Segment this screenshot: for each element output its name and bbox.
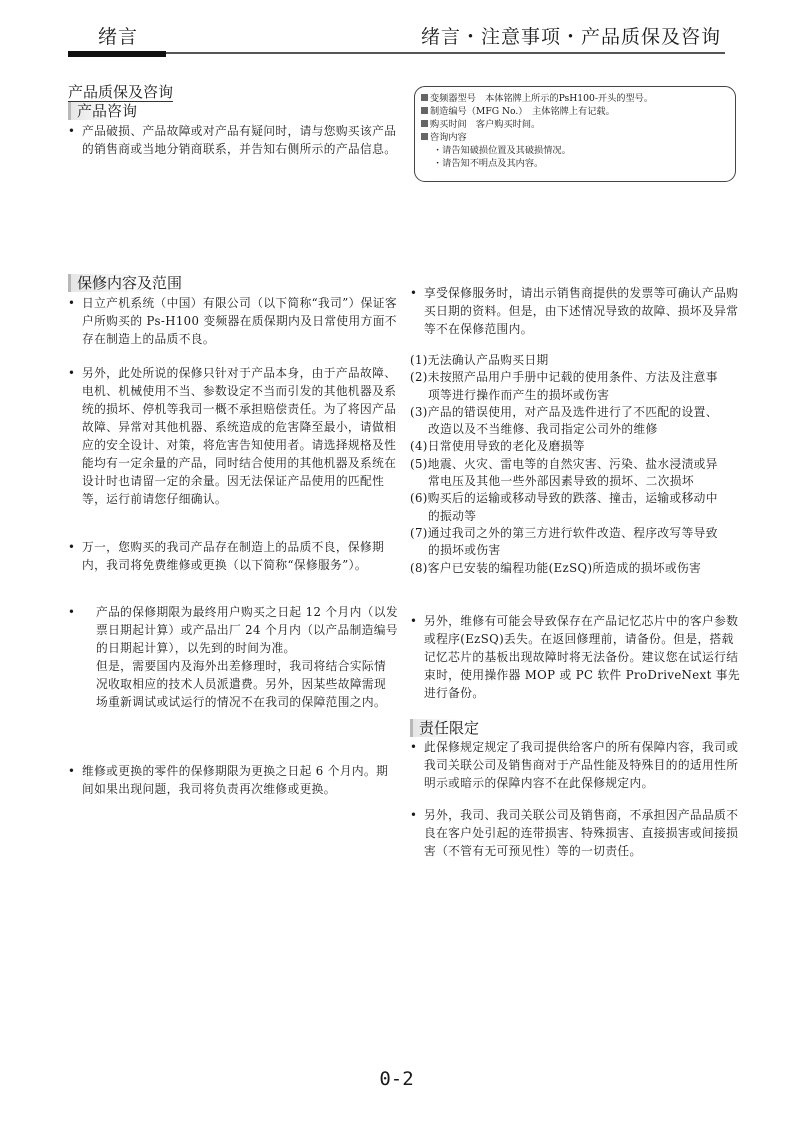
right-bullet-backup: • 另外，维修有可能会导致保存在产品记忆芯片中的客户参数或程序(EzSQ)丢失。在返回修理前，请备份。但是，搭载记忆芯片的基板出现故障时将无法备份。建议您在试运行结束时，使用操作器 MOP 或 PC 软件 ProDriveNext 事先进行备份。 [410,612,740,702]
warranty-bullet-5: • 维修或更换的零件的保修期限为更换之日起 6 个月内。期间如果出现问题，我司将负责再次维修或更换。 [68,762,398,798]
list-item: (2)未按照产品用户手册中记载的使用条件、方法及注意事项等进行操作而产生的损坏或伤害 [410,370,718,402]
liability-bullet-2: • 另外，我司、我司关联公司及销售商，不承担因产品品质不良在客户处引起的连带损害、特殊损害、直接损害或间接损害（不管有无可预见性）等的一切责任。 [410,806,740,860]
exclusion-list [410,352,728,577]
consult-bullet-text: • 产品破损、产品故障或对产品有疑问时，请与您购买该产品的销售商或当地分销商联系，并告知右侧所示的产品信息。 [82,124,397,156]
subtitle-product-consult: 产品咨询 [68,102,137,120]
warranty-bullet-3: • 万一，您购买的我司产品存在制造上的品质不良，保修期内，我司将免费维修或更换（以下简称“保修服务”）。 [68,538,398,574]
square-bullet-icon [421,107,428,114]
info-item-inquiry: 咨询内容 [421,131,729,144]
liability-bullet-1: • 此保修规定规定了我司提供给客户的所有保障内容，我司或我司关联公司及销售商对于产品性能及特殊目的的适用性所明示或暗示的保障内容不在此保修规定内。 [410,738,740,792]
list-item: (3)产品的错误使用，对产品及选件进行了不匹配的设置、改造以及不当维修、我司指定公司外的维修 [410,404,718,437]
warranty-bullet-2: • 另外，此处所说的保修只针对于产品本身，由于产品故障、电机、机械使用不当、参数设定不当而引发的其他机器及系统的损坏、停机等我司一概不承担赔偿责任。为了将因产品故障、异常对其他机器、系统造成的危害降至最小，请做相应的安全设计、对策，将危害告知使用者。请选择规格及性能均有一定余量的产品，同时结合使用的其他机器及系统在设计时也请留一定的余量。因无法保证产品使用的匹配性等，运行前请您仔细确认。 [68,364,398,508]
right-bullet-service: • 享受保修服务时，请出示销售商提供的发票等可确认产品购买日期的资料。但是，由下述情况导致的故障、损坏及异常等不在保修范围内。 [410,284,740,338]
square-bullet-icon [421,120,428,127]
square-bullet-icon [421,94,428,101]
consult-bullet [68,122,398,158]
list-item: (6)购买后的运输或移动导致的跌落、撞击，运输或移动中的振动等 [410,491,718,523]
info-item-purchase-date: 购买时间 客户购买时间。 [421,118,729,131]
list-item: (4)日常使用导致的老化及磨损等 [410,439,585,454]
list-item: (7)通过我司之外的第三方进行软件改造、程序改写等导致的损坏或伤害 [410,525,718,558]
header-rule [68,52,725,54]
list-item: (1)无法确认产品购买日期 [410,353,549,367]
subtitle-warranty-scope: 保修内容及范围 [68,274,182,292]
header-chapter-title: 绪言・注意事项・产品质保及咨询 [420,26,721,48]
warranty-bullet-1: • 日立产机系统（中国）有限公司（以下简称“我司”）保证客户所购买的 Ps-H100 变频器在质保期内及日常使用方面不存在制造上的品质不良。 [68,294,398,348]
info-item-serial: 制造编号（MFG No.） 主体铭牌上有记载。 [421,105,729,118]
header-section-label: 绪言 [98,26,139,48]
header-accent-bar [68,51,166,57]
warranty-bullet-4: • 产品的保修期限为最终用户购买之日起 12 个月内（以发票日期起计算）或产品出厂 24 个月内（以产品制造编号的日期起计算），以先到的时间为准。 但是，需要国内及海外出差修理时，我司将结合实际情况收取相应的技术人员派遣费。另外，因某些故障需现场重新调试或试运行的情况不在我司的保障范围之内。 [68,603,398,711]
square-bullet-icon [421,133,428,140]
page-number: 0-2 [379,1068,414,1090]
list-item: (8)客户已安装的编程功能(EzSQ)所造成的损坏或伤害 [410,560,702,575]
subtitle-liability: 责任限定 [410,719,479,737]
info-item-model: 变频器型号 本体铭牌上所示的PsH100-开头的型号。 [421,92,729,105]
info-sub-questions: ・请告知不明点及其内容。 [433,158,544,169]
list-item: (5)地震、火灾、雷电等的自然灾害、污染、盐水浸渍或异常电压及其他一些外部因素导致的损坏、二次损坏 [410,456,718,489]
section-title-warranty-consult: 产品质保及咨询 [68,83,174,101]
info-sub-damage: ・请告知破损位置及其破损情况。 [433,145,571,156]
product-info-box [414,86,736,182]
